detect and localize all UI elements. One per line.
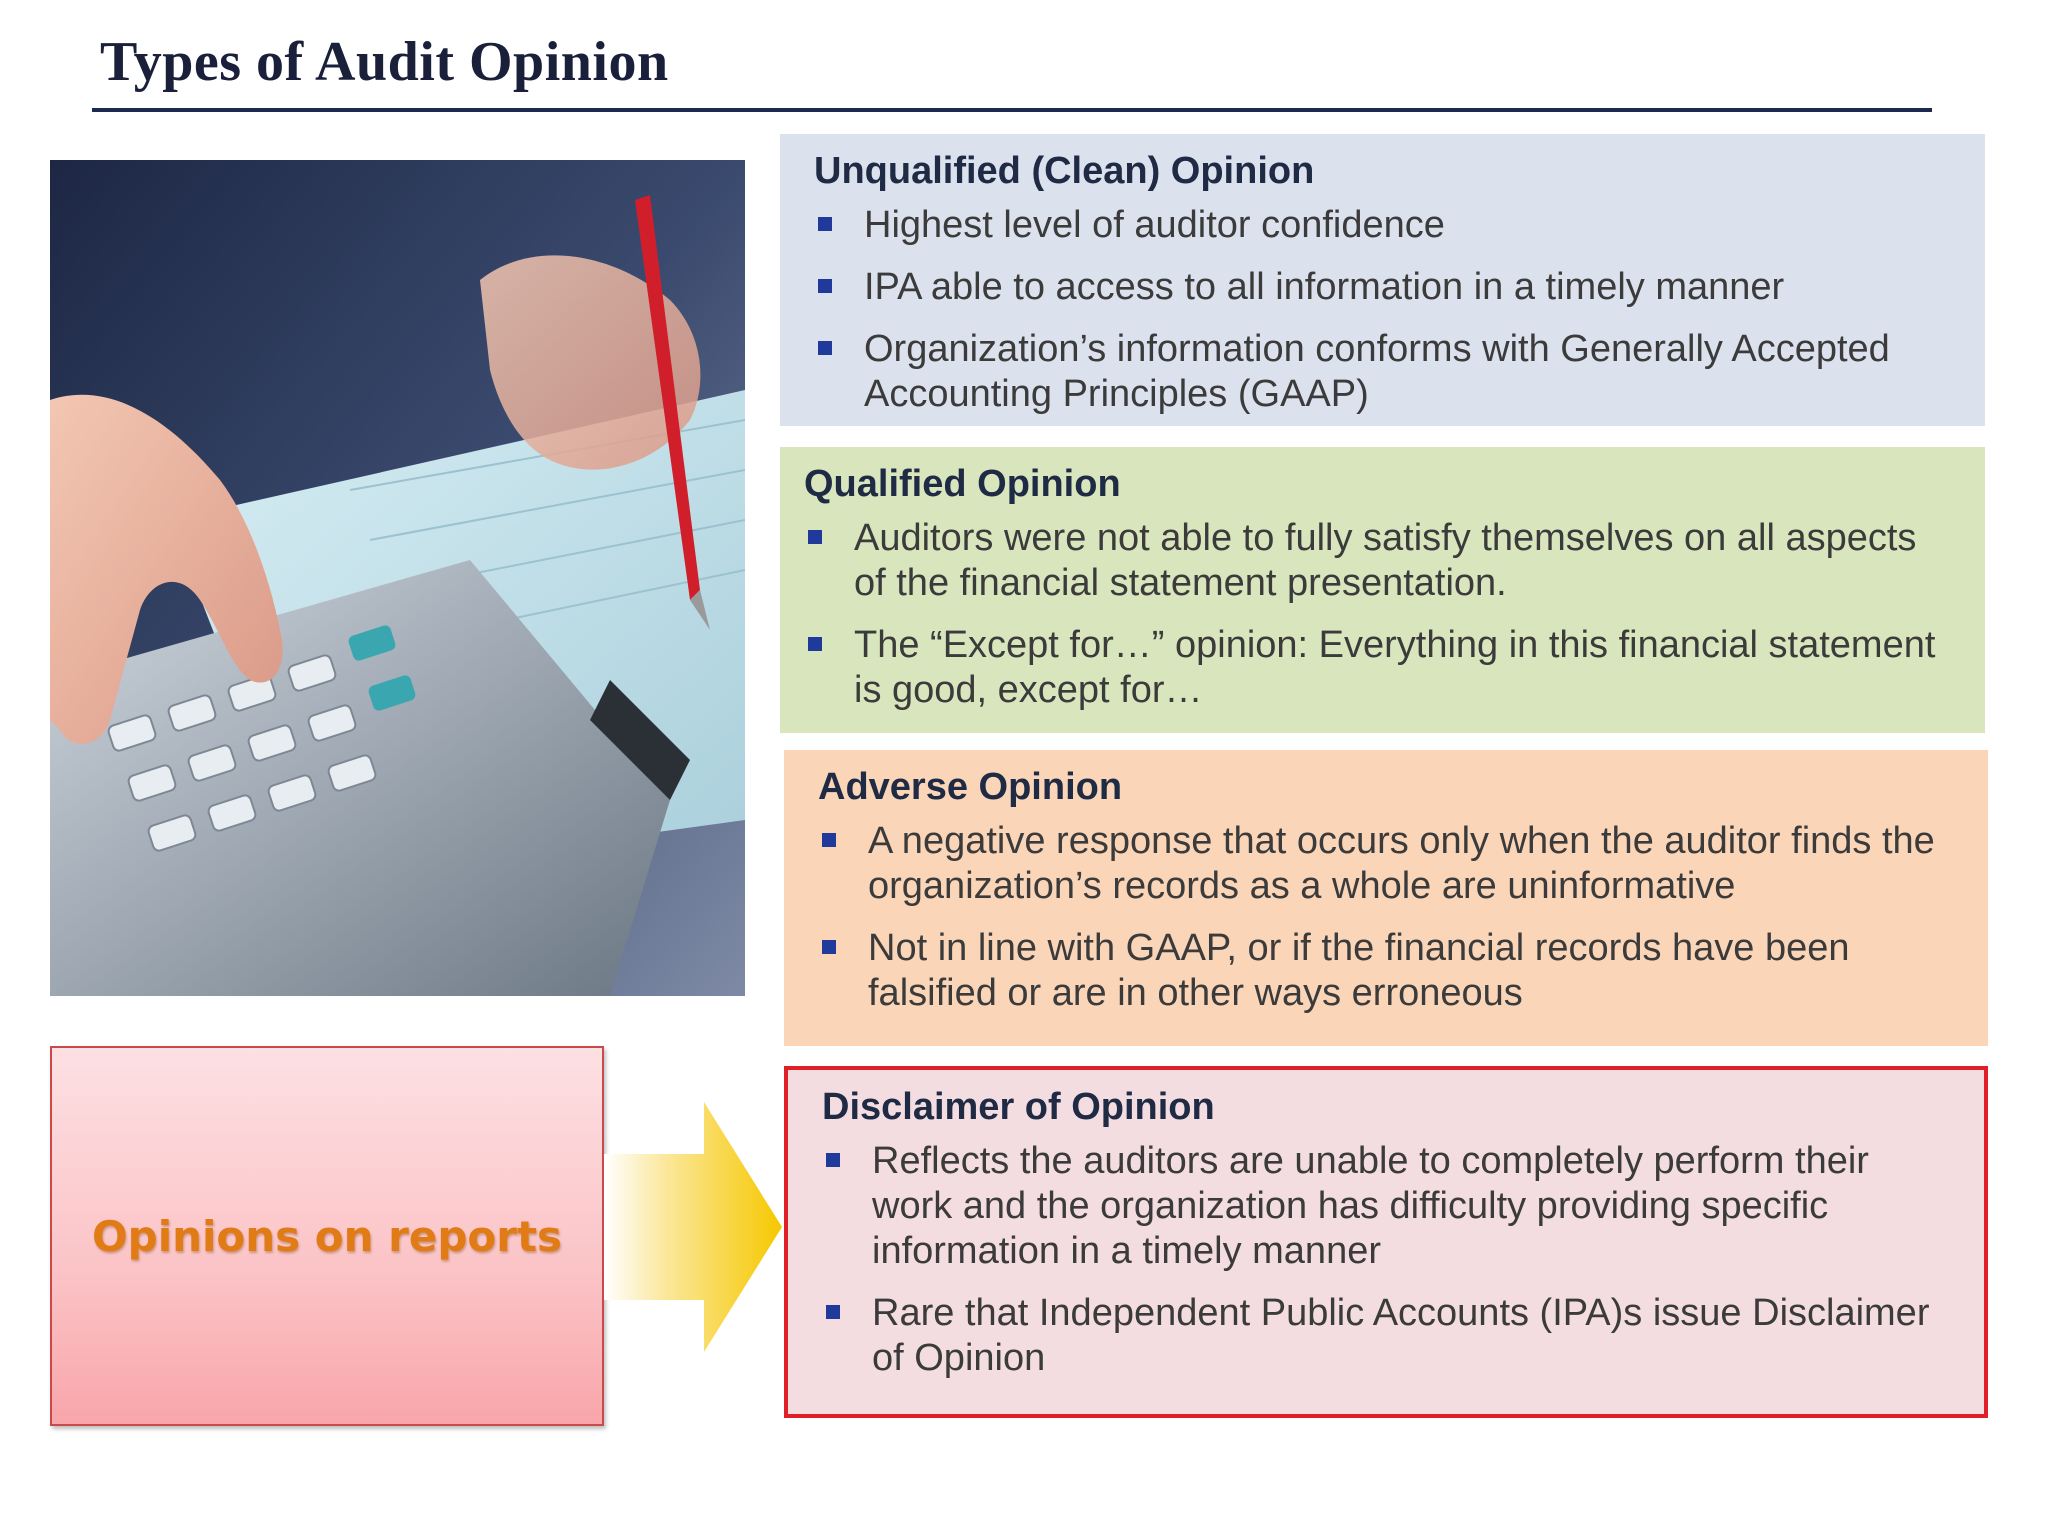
square-bullet-icon <box>826 1153 840 1167</box>
list-item: IPA able to access to all information in a timely manner <box>814 265 1957 310</box>
disclaimer-of-opinion-panel <box>784 1066 1988 1418</box>
square-bullet-icon <box>826 1305 840 1319</box>
slide-title: Types of Audit Opinion <box>100 31 669 93</box>
calculator-photo <box>50 160 745 996</box>
right-arrow-icon <box>604 1102 784 1352</box>
square-bullet-icon <box>822 940 836 954</box>
square-bullet-icon <box>822 833 836 847</box>
list-item: Organization’s information conforms with Generally Accepted Accounting Principles (GAAP) <box>814 327 1957 417</box>
square-bullet-icon <box>818 217 832 231</box>
square-bullet-icon <box>808 637 822 651</box>
list-item: Auditors were not able to fully satisfy themselves on all aspects of the financial statement presentation. <box>804 516 1957 606</box>
square-bullet-icon <box>808 530 822 544</box>
square-bullet-icon <box>818 341 832 355</box>
list-item: Highest level of auditor confidence <box>814 203 1957 248</box>
unqualified-opinion-panel <box>780 134 1985 426</box>
panel-heading: Qualified Opinion <box>804 463 1121 505</box>
list-item: Rare that Independent Public Accounts (IPA)s issue Disclaimer of Opinion <box>822 1291 1956 1381</box>
opinions-on-reports-label: Opinions on reports <box>91 1211 563 1261</box>
title-divider <box>92 108 1932 112</box>
list-item: Not in line with GAAP, or if the financial records have been falsified or are in other ways erroneous <box>818 926 1960 1016</box>
adverse-opinion-panel <box>784 750 1988 1046</box>
list-item: The “Except for…” opinion: Everything in this financial statement is good, except for… <box>804 623 1957 713</box>
list-item: Reflects the auditors are unable to completely perform their work and the organization has difficulty providing specific information in a timely manner <box>822 1139 1956 1274</box>
opinions-on-reports-box <box>50 1046 604 1426</box>
list-item: A negative response that occurs only when the auditor finds the organization’s records as a whole are uninformative <box>818 819 1960 909</box>
panel-heading: Adverse Opinion <box>818 766 1123 808</box>
panel-heading: Unqualified (Clean) Opinion <box>814 150 1315 192</box>
square-bullet-icon <box>818 279 832 293</box>
qualified-opinion-panel <box>780 447 1985 733</box>
panel-heading: Disclaimer of Opinion <box>822 1086 1215 1128</box>
